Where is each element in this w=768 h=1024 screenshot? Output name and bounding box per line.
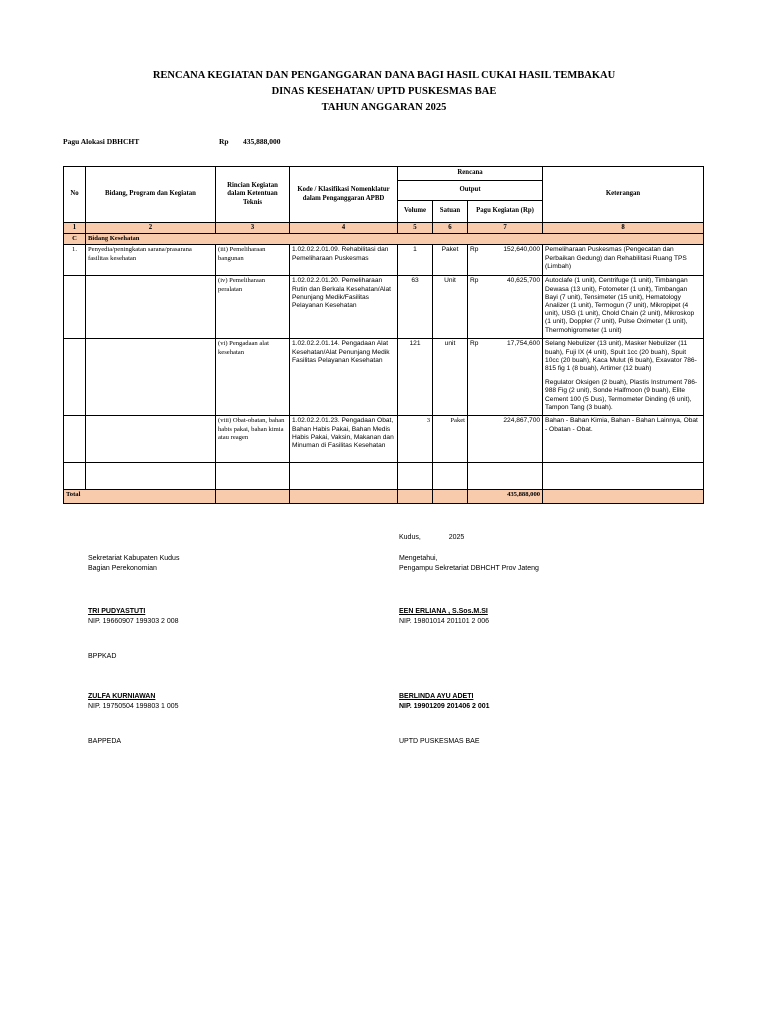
signature-block-right-3	[399, 737, 480, 747]
row-program	[86, 276, 216, 339]
row-kode: 1.02.02.2.01.14. Pengadaan Alat Kesehatan/Alat Penunjang Medik Fasilitas Pelayanan Kesehatan	[290, 339, 398, 416]
row-rincian: (vi) Pengadaan alat kesehatan	[216, 339, 290, 416]
row-pagu-cell	[468, 276, 543, 339]
total-label: Total	[64, 490, 216, 504]
allocation-currency: Rp	[219, 137, 229, 146]
signature-name-right-2	[399, 692, 490, 712]
row-keterangan: Bahan - Bahan Kimia, Bahan - Bahan Lainnya, Obat - Obatan - Obat.	[543, 416, 704, 463]
year: 2025	[448, 534, 465, 541]
row-rincian: (iii) Pemeliharaan bangunan	[216, 245, 290, 276]
column-number: 2	[86, 223, 216, 234]
column-number: 7	[468, 223, 543, 234]
header-keterangan: Keterangan	[543, 167, 704, 223]
row-kode: 1.02.02.2.01.23. Pengadaan Obat, Bahan Habis Pakai, Bahan Medis Habis Pakai, Vaksin, Makanan dan Minuman di Fasilitas Kesehatan	[290, 416, 398, 463]
row-no	[64, 339, 86, 416]
column-number: 4	[290, 223, 398, 234]
row-pagu: 152,640,000	[503, 246, 541, 254]
signature-name-left-2	[88, 692, 179, 712]
header-volume: Volume	[398, 201, 433, 223]
column-number: 5	[398, 223, 433, 234]
header-bidang: Bidang, Program dan Kegiatan	[86, 167, 216, 223]
signature-name-right-1	[399, 607, 489, 627]
signature-title: Mengetahui,	[399, 555, 438, 562]
row-volume: 63	[398, 276, 433, 339]
keterangan-paragraph: Regulator Oksigen (2 buah), Plastis Instrument 786-988 Fig (2 unit), Sonde Halfmoon (9 buah), Elite Cement 100 (5 Dus), Termometer Dinding (6 unit), Tampon Tang (3 buah).	[545, 379, 698, 411]
row-volume: 121	[398, 339, 433, 416]
signature-block-left-1	[88, 554, 179, 574]
row-no: 1.	[64, 245, 86, 276]
row-kode: 1.02.02.2.01.20. Pemeliharaan Rutin dan Berkala Kesehatan/Alat Penunjang Medik/Fasilitas Pelayanan Kesehatan	[290, 276, 398, 339]
signatory-name: BERLINDA AYU ADETI	[399, 693, 474, 700]
document-title	[0, 68, 768, 116]
title-line-2: DINAS KESEHATAN/ UPTD PUSKESMAS BAE	[271, 86, 497, 97]
row-pagu: 224,867,700	[503, 417, 541, 425]
row-pagu-cell	[468, 416, 543, 463]
row-program	[86, 339, 216, 416]
header-pagu: Pagu Kegiatan (Rp)	[468, 201, 543, 223]
row-rp: Rp	[470, 340, 479, 348]
row-satuan: Paket	[433, 416, 468, 463]
column-number-row	[64, 223, 704, 234]
column-number: 1	[64, 223, 86, 234]
row-volume: 3	[398, 416, 433, 463]
row-satuan: unit	[433, 339, 468, 416]
signature-subtitle: Bagian Perekonomian	[88, 565, 157, 572]
bidang-code: C	[64, 234, 86, 245]
table-row	[64, 339, 704, 416]
header-rincian: Rincian Kegiatan dalam Ketentuan Teknis	[216, 167, 290, 223]
row-rincian: (iv) Pemeliharaan peralatan	[216, 276, 290, 339]
signatory-nip: NIP. 19750504 199803 1 005	[88, 703, 179, 710]
signatory-name: TRI PUDYASTUTI	[88, 608, 146, 615]
header-output: Output	[398, 181, 543, 201]
signature-block-left-2	[88, 652, 116, 662]
row-program: Penyedia/peningkatan sarana/prasarana fasilitas kesehatan	[86, 245, 216, 276]
signature-name-left-1	[88, 607, 179, 627]
row-no	[64, 416, 86, 463]
signatory-nip: NIP. 19901209 201406 2 001	[399, 703, 490, 710]
row-pagu-cell	[468, 245, 543, 276]
signatory-nip: NIP. 19660907 199303 2 008	[88, 618, 179, 625]
header-rencana: Rencana	[398, 167, 543, 181]
place: Kudus,	[399, 534, 421, 541]
row-no	[64, 276, 86, 339]
row-keterangan	[543, 339, 704, 416]
row-rp: Rp	[470, 277, 479, 285]
column-number: 8	[543, 223, 704, 234]
header-kode: Kode / Klasifikasi Nomenklatur dalam Penganggaran APBD	[290, 167, 398, 223]
empty-row	[64, 463, 704, 490]
header-satuan: Satuan	[433, 201, 468, 223]
signature-title: Sekretariat Kabupaten Kudus	[88, 555, 180, 562]
table-row	[64, 276, 704, 339]
row-program	[86, 416, 216, 463]
signatory-nip: NIP. 19801014 201101 2 006	[399, 618, 490, 625]
signature-title: BPPKAD	[88, 653, 117, 660]
signature-block-left-3	[88, 737, 121, 747]
table-row	[64, 245, 704, 276]
signatory-name: EEN ERLIANA , S.Sos.M.SI	[399, 608, 488, 615]
row-volume: 1	[398, 245, 433, 276]
signatory-name: ZULFA KURNIAWAN	[88, 693, 156, 700]
header-row-1	[64, 167, 704, 181]
header-no: No	[64, 167, 86, 223]
bidang-row	[64, 234, 704, 245]
bidang-label: Bidang Kesehatan	[86, 234, 704, 245]
row-kode: 1.02.02.2.01.09. Rehabilitasi dan Pemeliharaan Puskesmas	[290, 245, 398, 276]
title-line-1: RENCANA KEGIATAN DAN PENGANGGARAN DANA BAGI HASIL CUKAI HASIL TEMBAKAU	[152, 70, 616, 81]
signature-subtitle: Pengampu Sekretariat DBHCHT Prov Jateng	[399, 565, 539, 572]
allocation-label: Pagu Alokasi DBHCHT	[63, 137, 140, 146]
signature-block-right-1	[399, 554, 539, 574]
row-pagu: 17,754,600	[507, 340, 541, 348]
signature-title: UPTD PUSKESMAS BAE	[399, 738, 480, 745]
row-keterangan: Pemeliharaan Puskesmas (Pengecatan dan Perbaikan Gedung) dan Rehabilitasi Ruang TPS (Limbah)	[543, 245, 704, 276]
keterangan-paragraph: Selang Nebulizer (13 unit), Masker Nebulizer (11 buah), Fuji IX (4 unit), Spuit 1cc (20 buah), Spuit 10cc (20 buah), Kaca Mulut (6 buah), Exavator 786-815 fig 1 (8 buah), Artimer (12 buah)	[545, 340, 697, 373]
budget-table	[63, 166, 704, 504]
total-amount: 435,888,000	[468, 490, 543, 504]
signature-title: BAPPEDA	[88, 738, 122, 745]
row-rp: Rp	[470, 246, 479, 254]
row-pagu-cell	[468, 339, 543, 416]
place-date	[399, 533, 464, 543]
row-rincian: (viii) Obat-obatan, bahan habis pakai, bahan kimia atau reagen	[216, 416, 290, 463]
title-line-3: TAHUN ANGGARAN 2025	[321, 102, 447, 113]
row-satuan: Paket	[433, 245, 468, 276]
column-number: 6	[433, 223, 468, 234]
row-satuan: Unit	[433, 276, 468, 339]
row-keterangan: Autoclafe (1 unit), Centrifuge (1 unit), Timbangan Dewasa (13 unit), Fotometer (1 unit), Timbangan Bayi (7 unit), Tensimeter (15 unit), Hematology Analizer (1 unit), Termogun (7 unit), Mikropipet (4 unit), USG (1 unit), Chold Chain (2 unit), Mikroskop (1 unit), Doppler (7 unit), Pulse Oximeter (1 unit), Thermohigrometer (1 unit)	[543, 276, 704, 339]
row-pagu: 40,625,700	[507, 277, 541, 285]
column-number: 3	[216, 223, 290, 234]
total-row	[64, 490, 704, 504]
table-row	[64, 416, 704, 463]
allocation-amount: 435,888,000	[243, 137, 281, 146]
